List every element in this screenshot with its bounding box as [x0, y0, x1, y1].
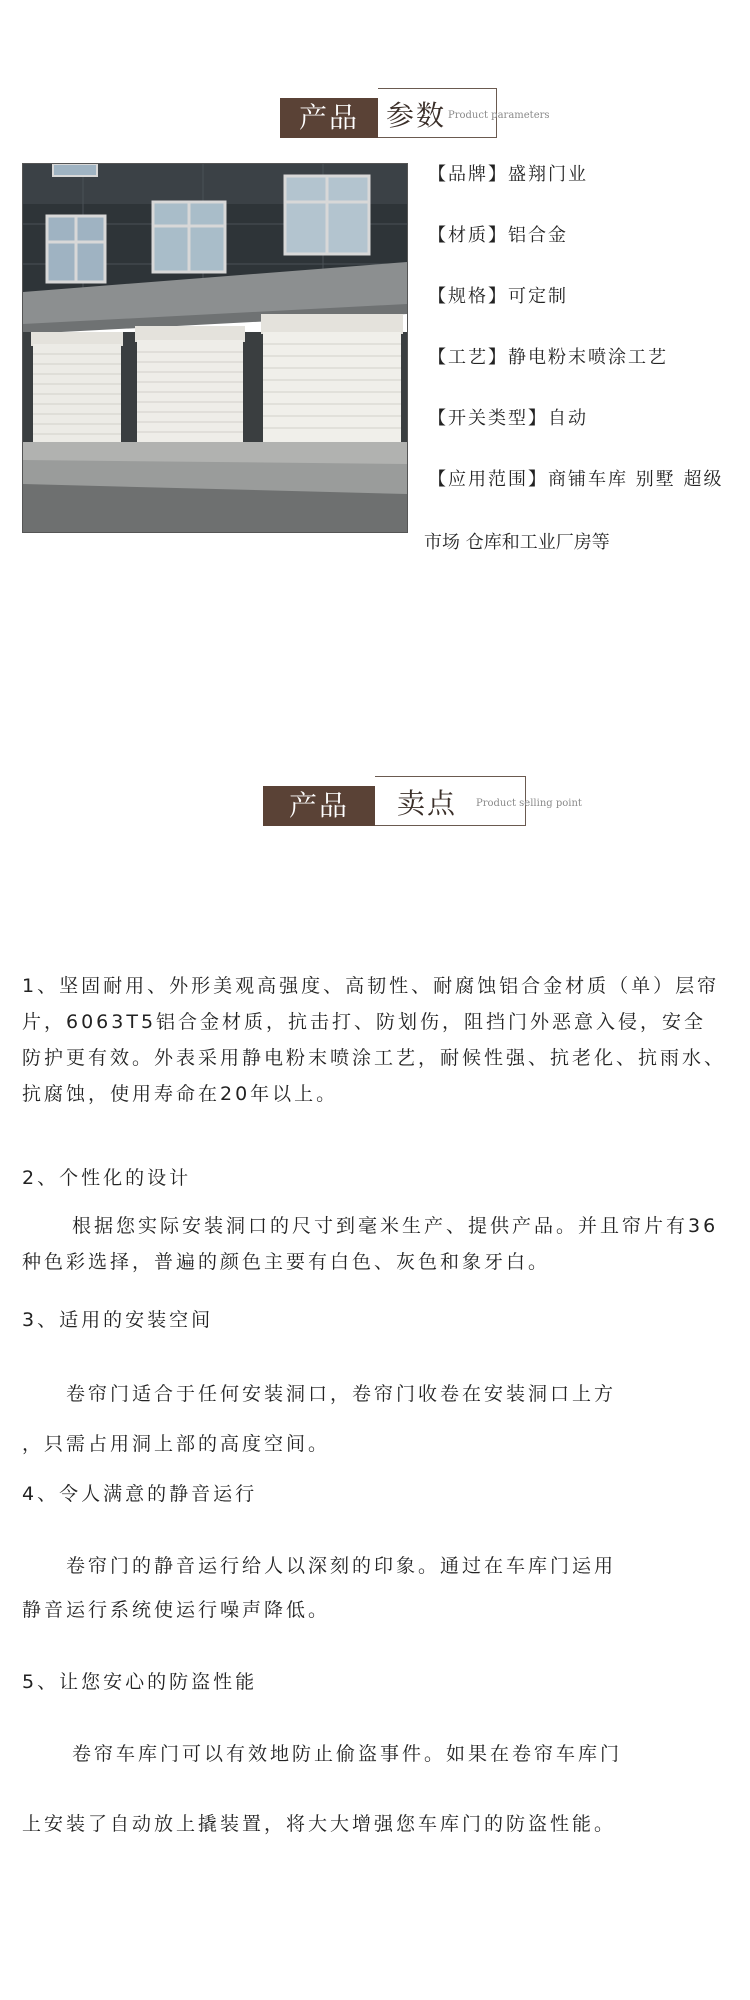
point-4-paragraph-line1: 卷帘门的静音运行给人以深刻的印象。通过在车库门运用 — [66, 1555, 617, 1577]
point-3-paragraph-line2: ，只需占用洞上部的高度空间。 — [22, 1433, 331, 1455]
point-3-heading: 3、适用的安装空间 — [22, 1309, 214, 1331]
param-application-tail: 市场 仓库和工业厂房等 — [424, 532, 610, 553]
header-subtitle: Product parameters — [448, 110, 550, 121]
section-header-parameters — [280, 88, 550, 146]
point-2-heading: 2、个性化的设计 — [22, 1167, 192, 1189]
section-header-selling-points — [263, 776, 593, 834]
param-switch-type: 【开关类型】自动 — [428, 408, 588, 429]
product-photo — [22, 163, 408, 533]
point-4-paragraph-line2: 静音运行系统使运行噪声降低。 — [22, 1599, 331, 1621]
point-3-paragraph-line1: 卷帘门适合于任何安装洞口，卷帘门收卷在安装洞口上方 — [66, 1383, 617, 1405]
header-dark-label: 产品 — [280, 98, 378, 138]
point-5-heading: 5、让您安心的防盗性能 — [22, 1671, 258, 1693]
header-subtitle: Product selling point — [476, 798, 582, 809]
param-brand: 【品牌】盛翔门业 — [428, 164, 588, 185]
point-4-heading: 4、令人满意的静音运行 — [22, 1483, 258, 1505]
point-1-paragraph: 1、坚固耐用、外形美观高强度、高韧性、耐腐蚀铝合金材质（单）层帘片，6063T5铝合金材质，抗击打、防划伤，阻挡门外恶意入侵，安全防护更有效。外表采用静电粉末喷涂工艺，耐候性强、抗老化、抗雨水、抗腐蚀，使用寿命在20年以上。 — [22, 975, 727, 1105]
roller-door-image — [23, 164, 407, 532]
param-spec: 【规格】可定制 — [428, 286, 568, 307]
header-dark-label: 产品 — [263, 786, 375, 826]
param-craft: 【工艺】静电粉末喷涂工艺 — [428, 347, 668, 368]
param-application: 【应用范围】商铺车库 别墅 超级 — [428, 469, 724, 490]
param-material: 【材质】铝合金 — [428, 225, 568, 246]
point-5-paragraph-line2: 上安装了自动放上撬装置，将大大增强您车库门的防盗性能。 — [22, 1813, 617, 1835]
header-light-label: 卖点 — [397, 787, 458, 820]
point-2-paragraph: 根据您实际安装洞口的尺寸到毫米生产、提供产品。并且帘片有36种色彩选择，普遍的颜色主要有白色、灰色和象牙白。 — [22, 1215, 719, 1273]
header-light-label: 参数 — [386, 99, 447, 132]
point-5-paragraph-line1: 卷帘车库门可以有效地防止偷盗事件。如果在卷帘车库门 — [72, 1743, 623, 1765]
